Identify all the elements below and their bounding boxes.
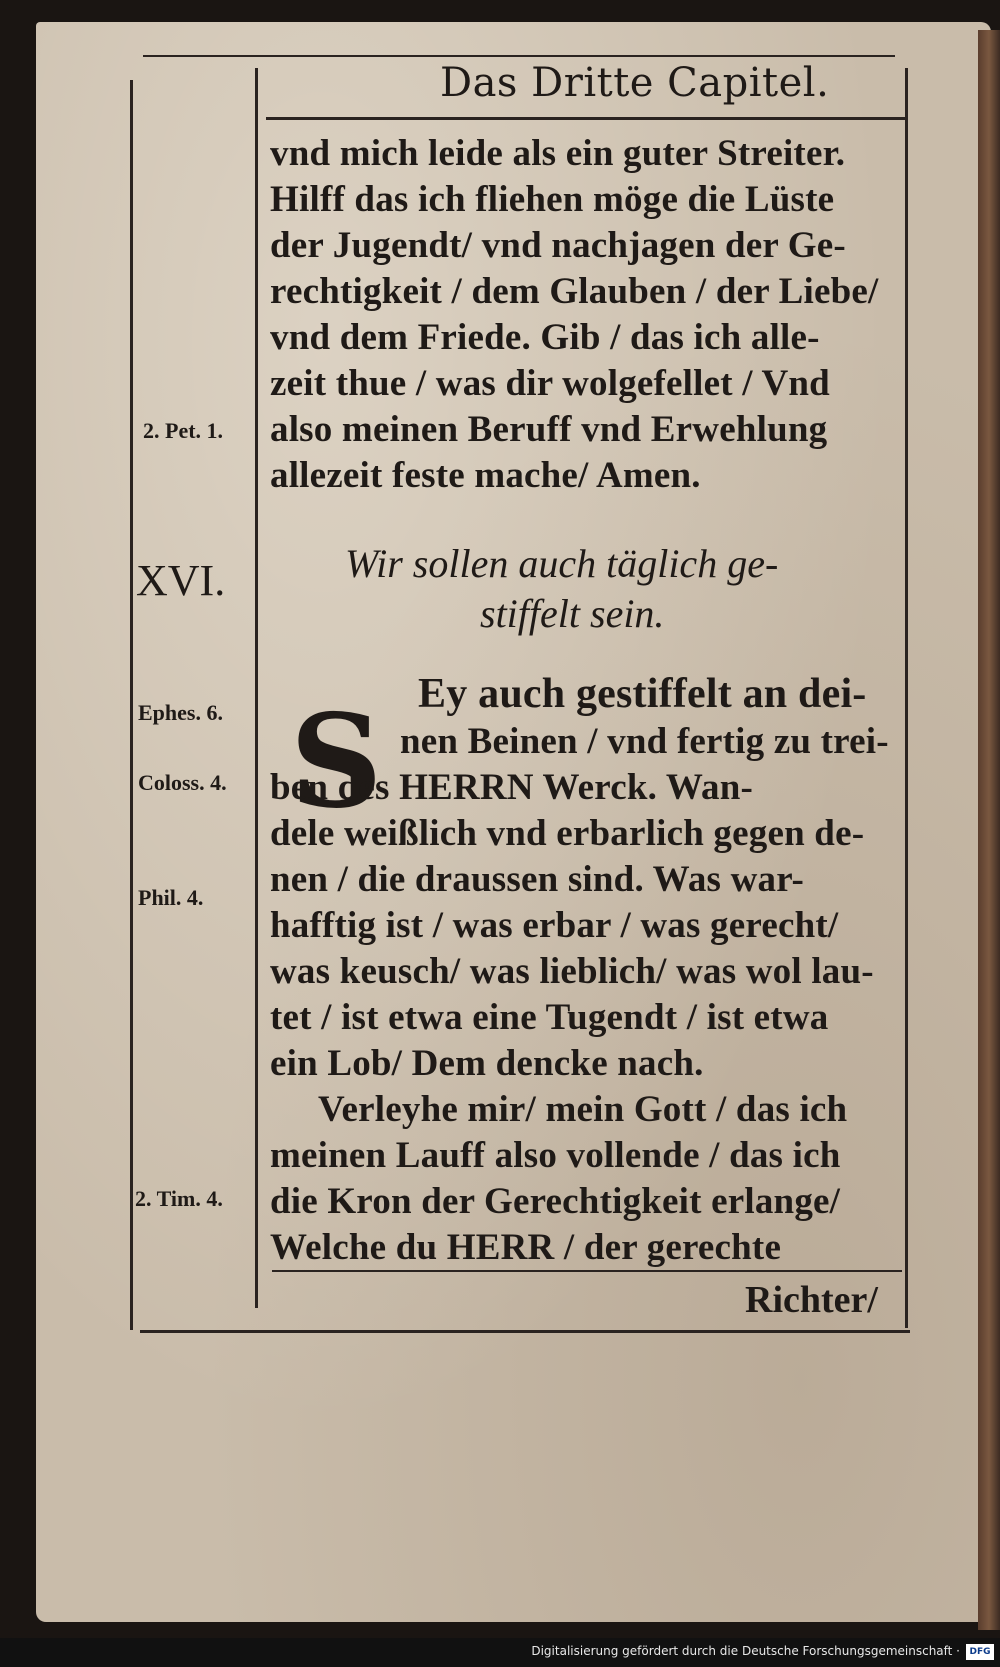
section-title-line-2: stiffelt sein.: [480, 591, 665, 636]
dfg-logo-icon: DFG: [966, 1644, 994, 1660]
margin-note-phil: Phil. 4.: [138, 885, 204, 910]
margin-note-pet: 2. Pet. 1.: [143, 418, 224, 443]
text-line: meinen Lauff also vollende / das ich: [270, 1135, 841, 1176]
text-line: Hilff das ich fliehen möge die Lüste: [270, 179, 835, 220]
drop-initial: S: [290, 687, 383, 837]
section-title-line-1: Wir sollen auch täglich ge-: [345, 541, 779, 586]
text-line: vnd mich leide als ein guter Streiter.: [270, 133, 846, 174]
text-line: nen Beinen / vnd fertig zu trei-: [400, 721, 889, 762]
text-line: vnd dem Friede. Gib / das ich alle-: [270, 317, 820, 358]
right-rule: [905, 68, 908, 1328]
text-line: ben des HERRN Werck. Wan-: [270, 767, 754, 808]
section-number: XVI.: [136, 556, 226, 605]
text-line: nen / die draussen sind. Was war-: [270, 859, 804, 900]
left-inner-rule: [255, 68, 258, 1308]
page-edge: [978, 30, 1000, 1630]
text-line: Verleyhe mir/ mein Gott / das ich: [318, 1089, 848, 1130]
top-rule: [143, 55, 895, 57]
left-outer-rule: [130, 80, 133, 1330]
margin-note-tim: 2. Tim. 4.: [135, 1186, 223, 1211]
text-line: Welche du HERR / der gerechte: [270, 1227, 782, 1268]
text-line: allezeit feste mache/ Amen.: [270, 455, 701, 496]
text-line: dele weißlich vnd erbarlich gegen de-: [270, 813, 865, 854]
header-rule: [266, 117, 906, 120]
text-line: tet / ist etwa eine Tugendt / ist etwa: [270, 997, 829, 1038]
margin-note-coloss: Coloss. 4.: [138, 770, 227, 795]
text-line: hafftig ist / was erbar / was gerecht/: [270, 905, 839, 946]
catchword: Richter/: [745, 1279, 878, 1321]
page-header: Das Dritte Capitel.: [440, 60, 830, 106]
margin-note-ephes: Ephes. 6.: [138, 700, 223, 725]
footer-bar: [0, 1638, 1000, 1667]
text-line: also meinen Beruff vnd Erwehlung: [270, 409, 828, 450]
text-line: rechtigkeit / dem Glauben / der Liebe/: [270, 271, 879, 312]
text-bottom-rule: [272, 1270, 902, 1272]
text-line: der Jugendt/ vnd nachjagen der Ge-: [270, 225, 846, 266]
footer-credit: Digitalisierung gefördert durch die Deutsche Forschungsgemeinschaft ·: [531, 1644, 960, 1658]
text-line: was keusch/ was lieblich/ was wol lau-: [270, 951, 874, 992]
text-line: zeit thue / was dir wolgefellet / Vnd: [270, 363, 830, 404]
bottom-rule: [140, 1330, 910, 1333]
text-line: die Kron der Gerechtigkeit erlange/: [270, 1181, 841, 1222]
text-line: Ey auch gestiffelt an dei-: [418, 671, 867, 717]
text-line: ein Lob/ Dem dencke nach.: [270, 1043, 704, 1084]
